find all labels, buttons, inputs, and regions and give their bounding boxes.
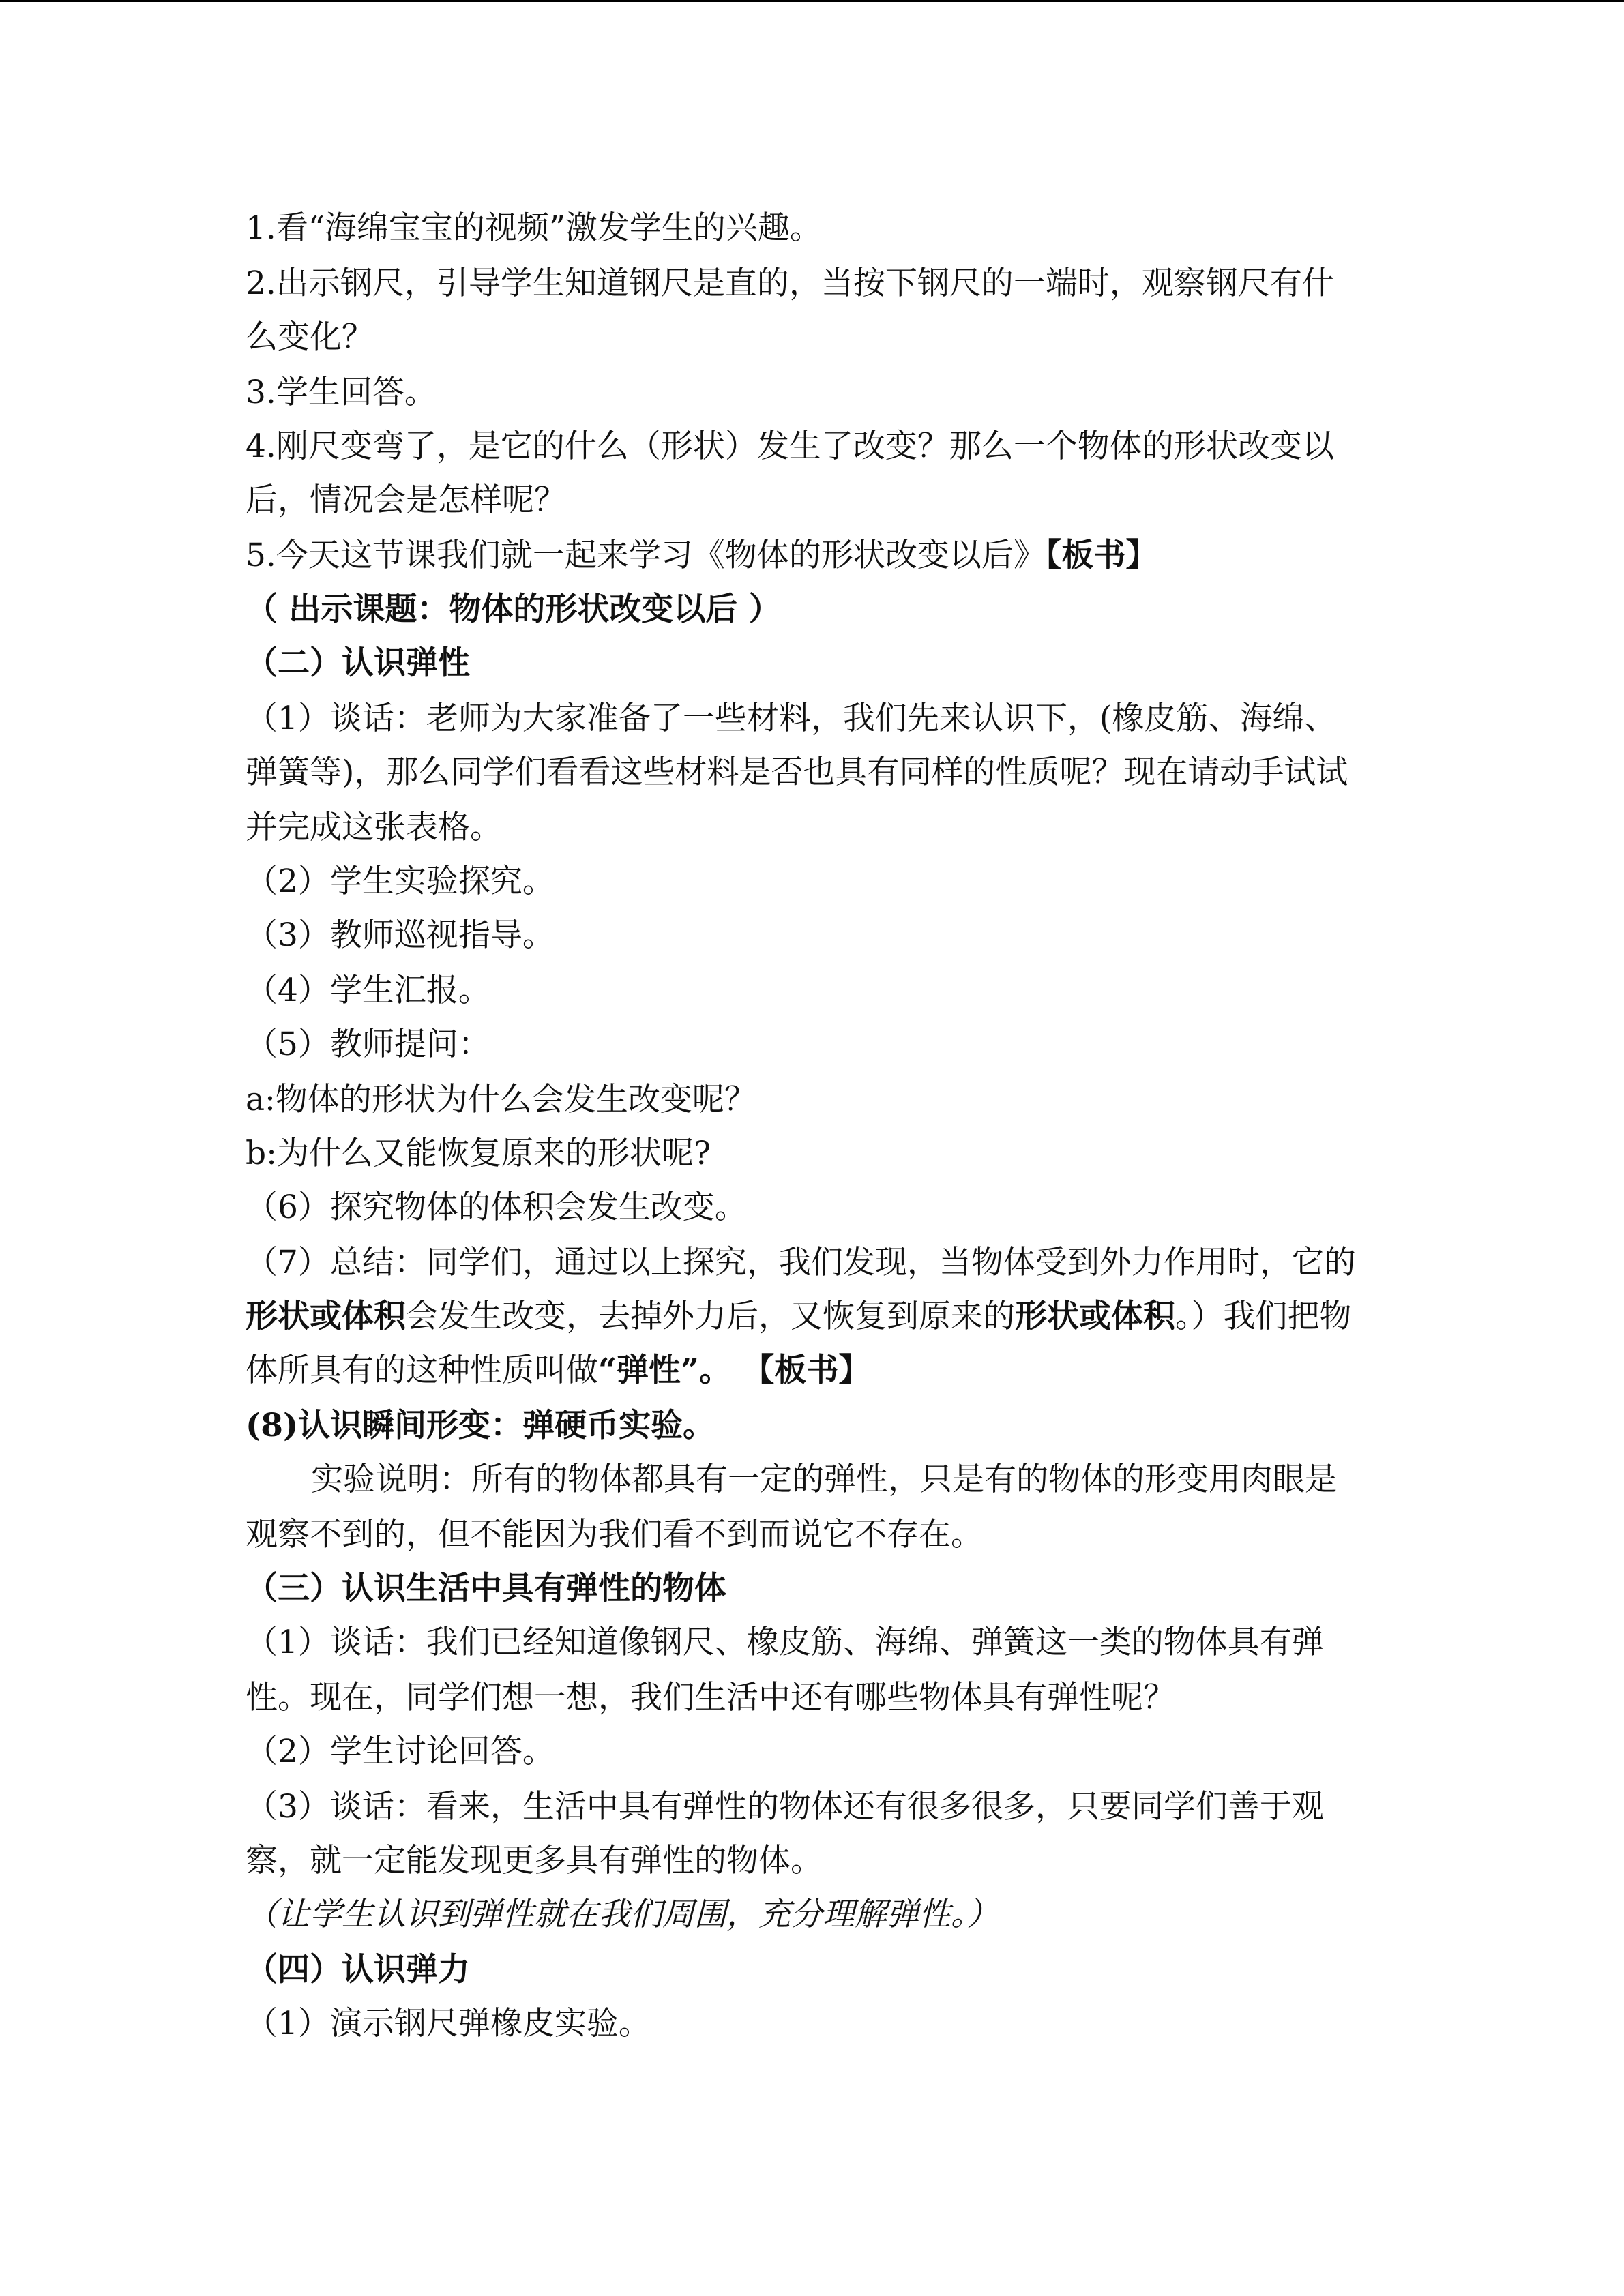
text-line: 实验说明：所有的物体都具有一定的弹性，只是有的物体的形变用肉眼是 bbox=[311, 1461, 1337, 1498]
text-line: 么变化？ bbox=[246, 318, 374, 356]
text-line: （5）教师提问： bbox=[246, 1026, 490, 1063]
text-line: 5.今天这节课我们就一起来学习《物体的形状改变以后》【板书】 bbox=[246, 537, 1158, 574]
text-line: 2.出示钢尺，引导学生知道钢尺是直的，当按下钢尺的一端时，观察钢尺有什 bbox=[246, 265, 1334, 302]
board-note: “弹性”。 【板书】 bbox=[598, 1352, 871, 1389]
text-line: 观察不到的，但不能因为我们看不到而说它不存在。 bbox=[246, 1516, 983, 1553]
text-line: 形状或体积会发生改变，去掉外力后，又恢复到原来的形状或体积。）我们把物 bbox=[246, 1298, 1352, 1335]
text-line: （7）总结：同学们，通过以上探究，我们发现，当物体受到外力作用时，它的 bbox=[246, 1244, 1356, 1281]
text-line: a:物体的形状为什么会发生改变呢？ bbox=[246, 1081, 756, 1118]
text-line: 并完成这张表格。 bbox=[246, 809, 502, 846]
subsection-heading: (8)认识瞬间形变：弹硬币实验。 bbox=[246, 1407, 715, 1444]
text-line: （2）学生实验探究。 bbox=[246, 863, 555, 900]
board-note: 【板书】 bbox=[1045, 537, 1158, 574]
note-line: （让学生认识到弹性就在我们周围，充分理解弹性。） bbox=[246, 1896, 999, 1933]
lesson-title-line: （ 出示课题：物体的形状改变以后 ） bbox=[246, 591, 781, 628]
text-line: （1）谈话：老师为大家准备了一些材料，我们先来认识下，(橡皮筋、海绵、 bbox=[246, 700, 1337, 737]
text-line: 察，就一定能发现更多具有弹性的物体。 bbox=[246, 1842, 823, 1879]
text-line: 3.学生回答。 bbox=[246, 374, 437, 411]
text-line: （3）谈话：看来，生活中具有弹性的物体还有很多很多，只要同学们善于观 bbox=[246, 1788, 1324, 1825]
section-heading: （三）认识生活中具有弹性的物体 bbox=[246, 1570, 726, 1607]
text-line: 体所具有的这种性质叫做“弹性”。 【板书】 bbox=[246, 1352, 871, 1389]
text-line: （2）学生讨论回答。 bbox=[246, 1733, 555, 1770]
text-line: （6）探究物体的体积会发生改变。 bbox=[246, 1189, 747, 1226]
text-line: （3）教师巡视指导。 bbox=[246, 916, 555, 954]
text-line: 1.看“海绵宝宝的视频”激发学生的兴趣。 bbox=[246, 209, 822, 247]
section-heading: （二）认识弹性 bbox=[246, 644, 470, 682]
text-line: （1）演示钢尺弹橡皮实验。 bbox=[246, 2005, 651, 2042]
text-line: （4）学生汇报。 bbox=[246, 972, 490, 1009]
emphasis-term: 形状或体积 bbox=[246, 1298, 406, 1335]
text-line: （1）谈话：我们已经知道像钢尺、橡皮筋、海绵、弹簧这一类的物体具有弹 bbox=[246, 1624, 1324, 1661]
section-heading: （四）认识弹力 bbox=[246, 1951, 470, 1988]
emphasis-term: 形状或体积 bbox=[1015, 1298, 1175, 1335]
text-line: 弹簧等)，那么同学们看看这些材料是否也具有同样的性质呢？现在请动手试试 bbox=[246, 754, 1348, 791]
text-line: 后，情况会是怎样呢？ bbox=[246, 481, 566, 519]
text-line: 性。现在，同学们想一想，我们生活中还有哪些物体具有弹性呢？ bbox=[246, 1679, 1175, 1716]
text-line: b:为什么又能恢复原来的形状呢? bbox=[246, 1135, 711, 1172]
text-line: 4.刚尺变弯了，是它的什么（形状）发生了改变？那么一个物体的形状改变以 bbox=[246, 428, 1334, 465]
